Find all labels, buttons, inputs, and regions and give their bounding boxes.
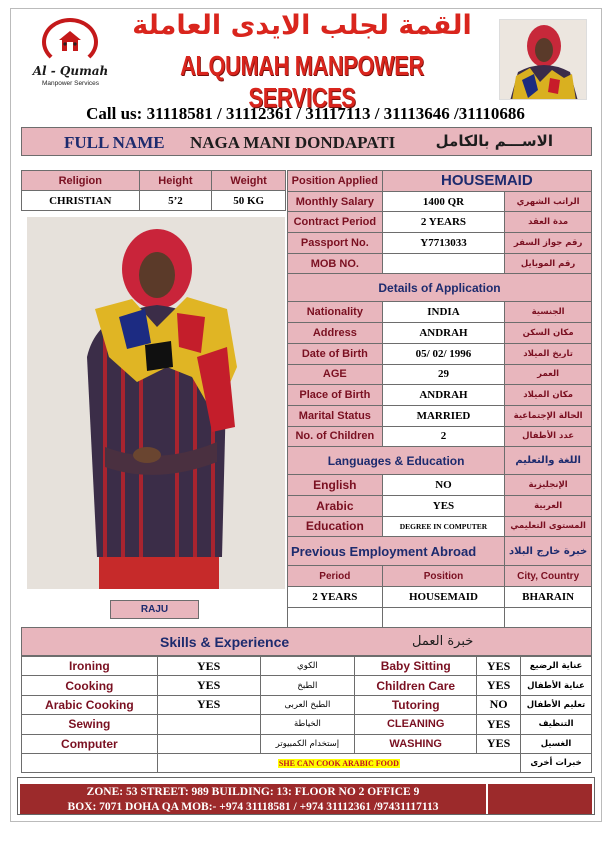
house-people-icon xyxy=(58,30,82,52)
logo-name: Al - Qumah xyxy=(32,64,109,78)
position-label: Position Applied xyxy=(288,171,383,192)
city-country-header: City, Country xyxy=(505,566,592,587)
full-name-arabic-label: الاســـم بالكامل xyxy=(435,132,553,150)
physical-table xyxy=(21,170,286,211)
address-label: Address xyxy=(288,323,383,344)
skill-value: YES xyxy=(157,695,260,714)
full-name-value: NAGA MANI DONDAPATI xyxy=(190,133,396,152)
skill-label: Ironing xyxy=(22,657,158,676)
skill-label: Baby Sitting xyxy=(355,657,477,676)
other-skills-spacer xyxy=(22,753,158,772)
age-label: AGE xyxy=(288,364,383,385)
children-label: No. of Children xyxy=(288,426,383,447)
children-arabic: عدد الأطفال xyxy=(505,426,592,447)
education-label: Education xyxy=(288,516,383,537)
header-photo xyxy=(499,19,587,100)
footer-line-2: BOX: 7071 DOHA QA MOB:- +974 31118581 / +974 31112361 /97431117113 xyxy=(67,801,439,813)
skill-label: Sewing xyxy=(22,715,158,734)
skill-label: Tutoring xyxy=(355,695,477,714)
birthplace-label: Place of Birth xyxy=(288,385,383,406)
skill-value: YES xyxy=(477,676,521,695)
footer-line-1: ZONE: 53 STREET: 989 BUILDING: 13: FLOOR NO 2 OFFICE 9 xyxy=(86,786,420,798)
other-skills-label: خبرات أخرى xyxy=(521,753,592,772)
skill-arabic: الخياطة xyxy=(260,715,355,734)
position-value: HOUSEMAID xyxy=(382,171,591,192)
skill-value: YES xyxy=(477,657,521,676)
skill-arabic: إستخدام الكمبيوتر xyxy=(260,734,355,753)
mobile-label: MOB NO. xyxy=(288,253,383,274)
employment-period xyxy=(288,607,383,628)
languages-title: Languages & Education xyxy=(288,447,505,475)
mobile-value xyxy=(382,253,505,274)
period-header: Period xyxy=(288,566,383,587)
employment-title: Previous Employment Abroad xyxy=(288,537,505,566)
skill-label: Arabic Cooking xyxy=(22,695,158,714)
weight-value: 50 KG xyxy=(212,191,286,211)
weight-header: Weight xyxy=(212,171,286,191)
skill-label: Cooking xyxy=(22,676,158,695)
mobile-arabic: رقم الموبايل xyxy=(505,253,592,274)
age-arabic: العمر xyxy=(505,364,592,385)
skills-table xyxy=(21,656,592,773)
salary-label: Monthly Salary xyxy=(288,191,383,212)
person-photo-small xyxy=(500,20,587,100)
skill-arabic: التنظيف xyxy=(521,715,592,734)
skills-title-arabic: خبرة العمل xyxy=(412,634,474,649)
age-value: 29 xyxy=(382,364,505,385)
company-title: ALQUMAH MANPOWER SERVICES xyxy=(180,50,424,113)
education-value: DEGREE IN COMPUTER xyxy=(382,516,505,537)
height-value: 5’2 xyxy=(139,191,212,211)
arabic-value: YES xyxy=(382,495,505,516)
english-arabic: الإنجليزية xyxy=(505,475,592,496)
full-name-bar xyxy=(21,127,592,156)
skill-label: WASHING xyxy=(355,734,477,753)
person-photo-large xyxy=(27,217,285,589)
employment-position xyxy=(382,607,505,628)
skill-value: YES xyxy=(477,734,521,753)
employment-place xyxy=(505,607,592,628)
passport-label: Passport No. xyxy=(288,233,383,254)
height-header: Height xyxy=(139,171,212,191)
english-value: NO xyxy=(382,475,505,496)
skill-value xyxy=(157,734,260,753)
passport-arabic: رقم جواز السفر xyxy=(505,233,592,254)
skill-arabic: الطبخ xyxy=(260,676,355,695)
full-name-label: FULL NAME xyxy=(64,133,165,152)
marital-label: Marital Status xyxy=(288,405,383,426)
english-label: English xyxy=(288,475,383,496)
skill-arabic: الكوي xyxy=(260,657,355,676)
religion-header: Religion xyxy=(22,171,140,191)
footer xyxy=(17,777,595,815)
employment-period: 2 YEARS xyxy=(288,587,383,608)
nationality-label: Nationality xyxy=(288,302,383,323)
skill-value: YES xyxy=(157,676,260,695)
skill-label: Children Care xyxy=(355,676,477,695)
address-arabic: مكان السكن xyxy=(505,323,592,344)
skill-value xyxy=(157,715,260,734)
contract-arabic: مدة العقد xyxy=(505,212,592,233)
position-header: Position xyxy=(382,566,505,587)
skill-label: CLEANING xyxy=(355,715,477,734)
dob-label: Date of Birth xyxy=(288,343,383,364)
skill-arabic: عناية الأطفال xyxy=(521,676,592,695)
arabic-label: Arabic xyxy=(288,495,383,516)
languages-title-arabic: اللغة والتعليم xyxy=(505,447,592,475)
footer-side-block xyxy=(488,784,592,814)
photo-caption: RAJU xyxy=(110,600,199,619)
nationality-value: INDIA xyxy=(382,302,505,323)
salary-arabic: الراتب الشهري xyxy=(505,191,592,212)
skill-value: YES xyxy=(157,657,260,676)
contract-value: 2 YEARS xyxy=(382,212,505,233)
application-table xyxy=(287,170,592,628)
company-logo xyxy=(28,18,113,93)
employment-place: BHARAIN xyxy=(505,587,592,608)
education-arabic: المستوى التعليمي xyxy=(505,516,592,537)
dob-arabic: تاريخ الميلاد xyxy=(505,343,592,364)
skill-label: Computer xyxy=(22,734,158,753)
other-skills-cell xyxy=(157,753,520,772)
employment-position: HOUSEMAID xyxy=(382,587,505,608)
skill-value: YES xyxy=(477,715,521,734)
birthplace-value: ANDRAH xyxy=(382,385,505,406)
arabic-company-title: القمة لجلب الايدى العاملة xyxy=(132,10,472,41)
footer-address-block xyxy=(20,784,486,814)
details-title: Details of Application xyxy=(288,274,592,302)
call-us-line: Call us: 31118581 / 31112361 / 31117113 / 31113646 /31110686 xyxy=(86,104,525,123)
children-value: 2 xyxy=(382,426,505,447)
passport-value: Y7713033 xyxy=(382,233,505,254)
religion-value: CHRISTIAN xyxy=(22,191,140,211)
skill-value: NO xyxy=(477,695,521,714)
contract-label: Contract Period xyxy=(288,212,383,233)
skills-header xyxy=(21,627,592,656)
marital-arabic: الحالة الإجتماعية xyxy=(505,405,592,426)
employment-title-arabic: خبرة خارج البلاد xyxy=(505,537,592,566)
skill-arabic: تعليم الأطفال xyxy=(521,695,592,714)
nationality-arabic: الجنسية xyxy=(505,302,592,323)
salary-value: 1400 QR xyxy=(382,191,505,212)
skills-title: Skills & Experience xyxy=(160,634,290,650)
other-skills-value: SHE CAN COOK ARABIC FOOD xyxy=(278,759,399,769)
skill-arabic: عناية الرضيع xyxy=(521,657,592,676)
skill-arabic: الغسيل xyxy=(521,734,592,753)
applicant-photo xyxy=(27,217,285,589)
marital-value: MARRIED xyxy=(382,405,505,426)
skill-arabic: الطبخ العربى xyxy=(260,695,355,714)
birthplace-arabic: مكان الميلاد xyxy=(505,385,592,406)
logo-subtitle: Manpower Services xyxy=(41,80,100,87)
arabic-arabic: العربية xyxy=(505,495,592,516)
address-value: ANDRAH xyxy=(382,323,505,344)
dob-value: 05/ 02/ 1996 xyxy=(382,343,505,364)
